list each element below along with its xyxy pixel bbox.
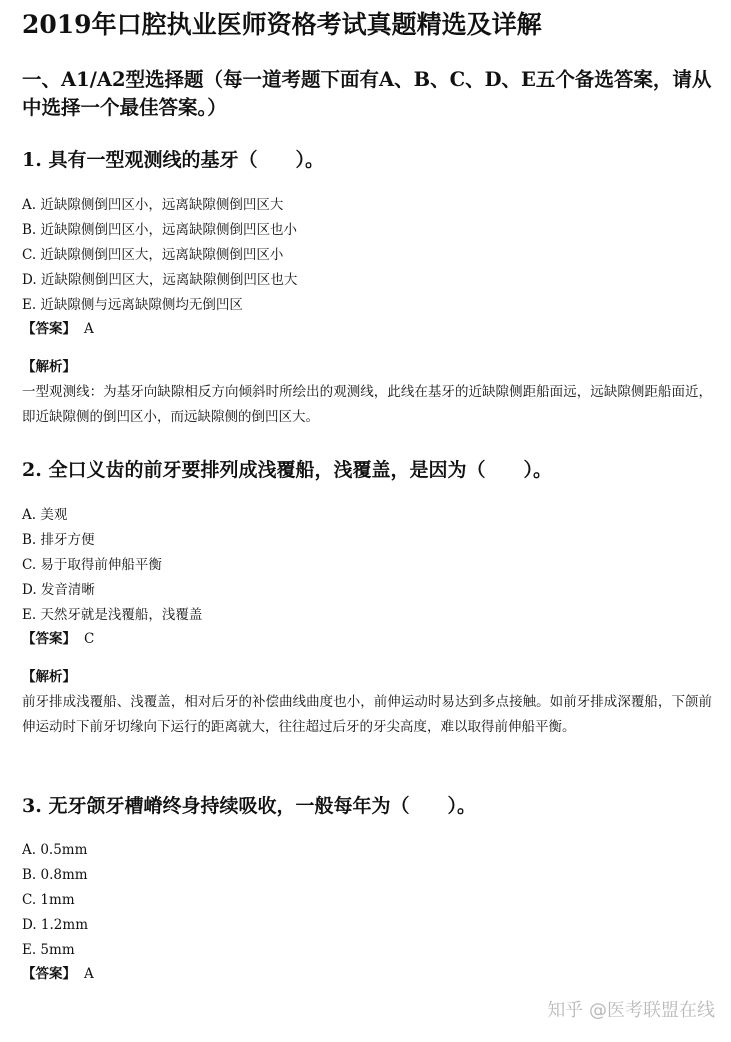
question-2-option-c: C. 易于取得前伸船平衡: [22, 557, 162, 573]
answer-value: A: [84, 966, 94, 982]
question-2-analysis-text: 前牙排成浅覆船、浅覆盖，相对后牙的补偿曲线曲度也小，前伸运动时易达到多点接触。如前牙排成深覆船，下颌前伸运动时下前牙切缘向下运行的距离就大，往往超过后牙的牙尖高度，难以取得前伸船平衡。: [22, 694, 712, 735]
answer-label: 【答案】: [22, 631, 76, 647]
document-title: 2019年口腔执业医师资格考试真题精选及详解: [22, 10, 542, 39]
question-2-option-d: D. 发音清晰: [22, 582, 95, 598]
question-2-answer: [22, 630, 712, 648]
question-2-option-e: E. 天然牙就是浅覆船，浅覆盖: [22, 607, 203, 623]
question-2-analysis-label: 【解析】: [22, 669, 76, 685]
question-1-analysis-text: 一型观测线：为基牙向缺隙相反方向倾斜时所绘出的观测线，此线在基牙的近缺隙侧距船面远，远缺隙侧距船面近，即近缺隙侧的倒凹区小，而远缺隙侧的倒凹区大。: [22, 384, 712, 425]
question-2-option-b: B. 排牙方便: [22, 532, 95, 548]
question-1-title: 1. 具有一型观测线的基牙（ ）。: [22, 149, 324, 171]
question-1-option-b: B. 近缺隙侧倒凹区小，远离缺隙侧倒凹区也小: [22, 222, 298, 238]
question-3-option-c: C. 1mm: [22, 892, 75, 908]
question-1-option-a: A. 近缺隙侧倒凹区小，远离缺隙侧倒凹区大: [22, 197, 284, 213]
question-1-answer: [22, 320, 712, 338]
question-1-option-e: E. 近缺隙侧与远离缺隙侧均无倒凹区: [22, 297, 243, 313]
question-1-option-c: C. 近缺隙侧倒凹区大，远离缺隙侧倒凹区小: [22, 247, 284, 263]
question-3-option-d: D. 1.2mm: [22, 917, 88, 933]
question-3-answer: [22, 965, 712, 983]
question-1-option-d: D. 近缺隙侧倒凹区大，远离缺隙侧倒凹区也大: [22, 272, 298, 288]
zhihu-watermark: 知乎 @医考联盟在线: [547, 1000, 715, 1021]
question-2-title: 2. 全口义齿的前牙要排列成浅覆船，浅覆盖，是因为（ ）。: [22, 459, 552, 481]
section-heading: 一、A1/A2型选择题（每一道考题下面有A、B、C、D、E五个备选答案，请从中选择一个最佳答案。）: [22, 68, 712, 119]
question-3-title: 3. 无牙颌牙槽嵴终身持续吸收，一般每年为（ ）。: [22, 795, 476, 817]
question-3-option-a: A. 0.5mm: [22, 842, 88, 858]
question-1-analysis-label: 【解析】: [22, 359, 76, 375]
question-3-option-e: E. 5mm: [22, 942, 75, 958]
answer-value: C: [84, 631, 95, 647]
answer-value: A: [84, 321, 94, 337]
answer-label: 【答案】: [22, 966, 76, 982]
answer-label: 【答案】: [22, 321, 76, 337]
question-3-option-b: B. 0.8mm: [22, 867, 88, 883]
question-2-option-a: A. 美观: [22, 507, 68, 523]
